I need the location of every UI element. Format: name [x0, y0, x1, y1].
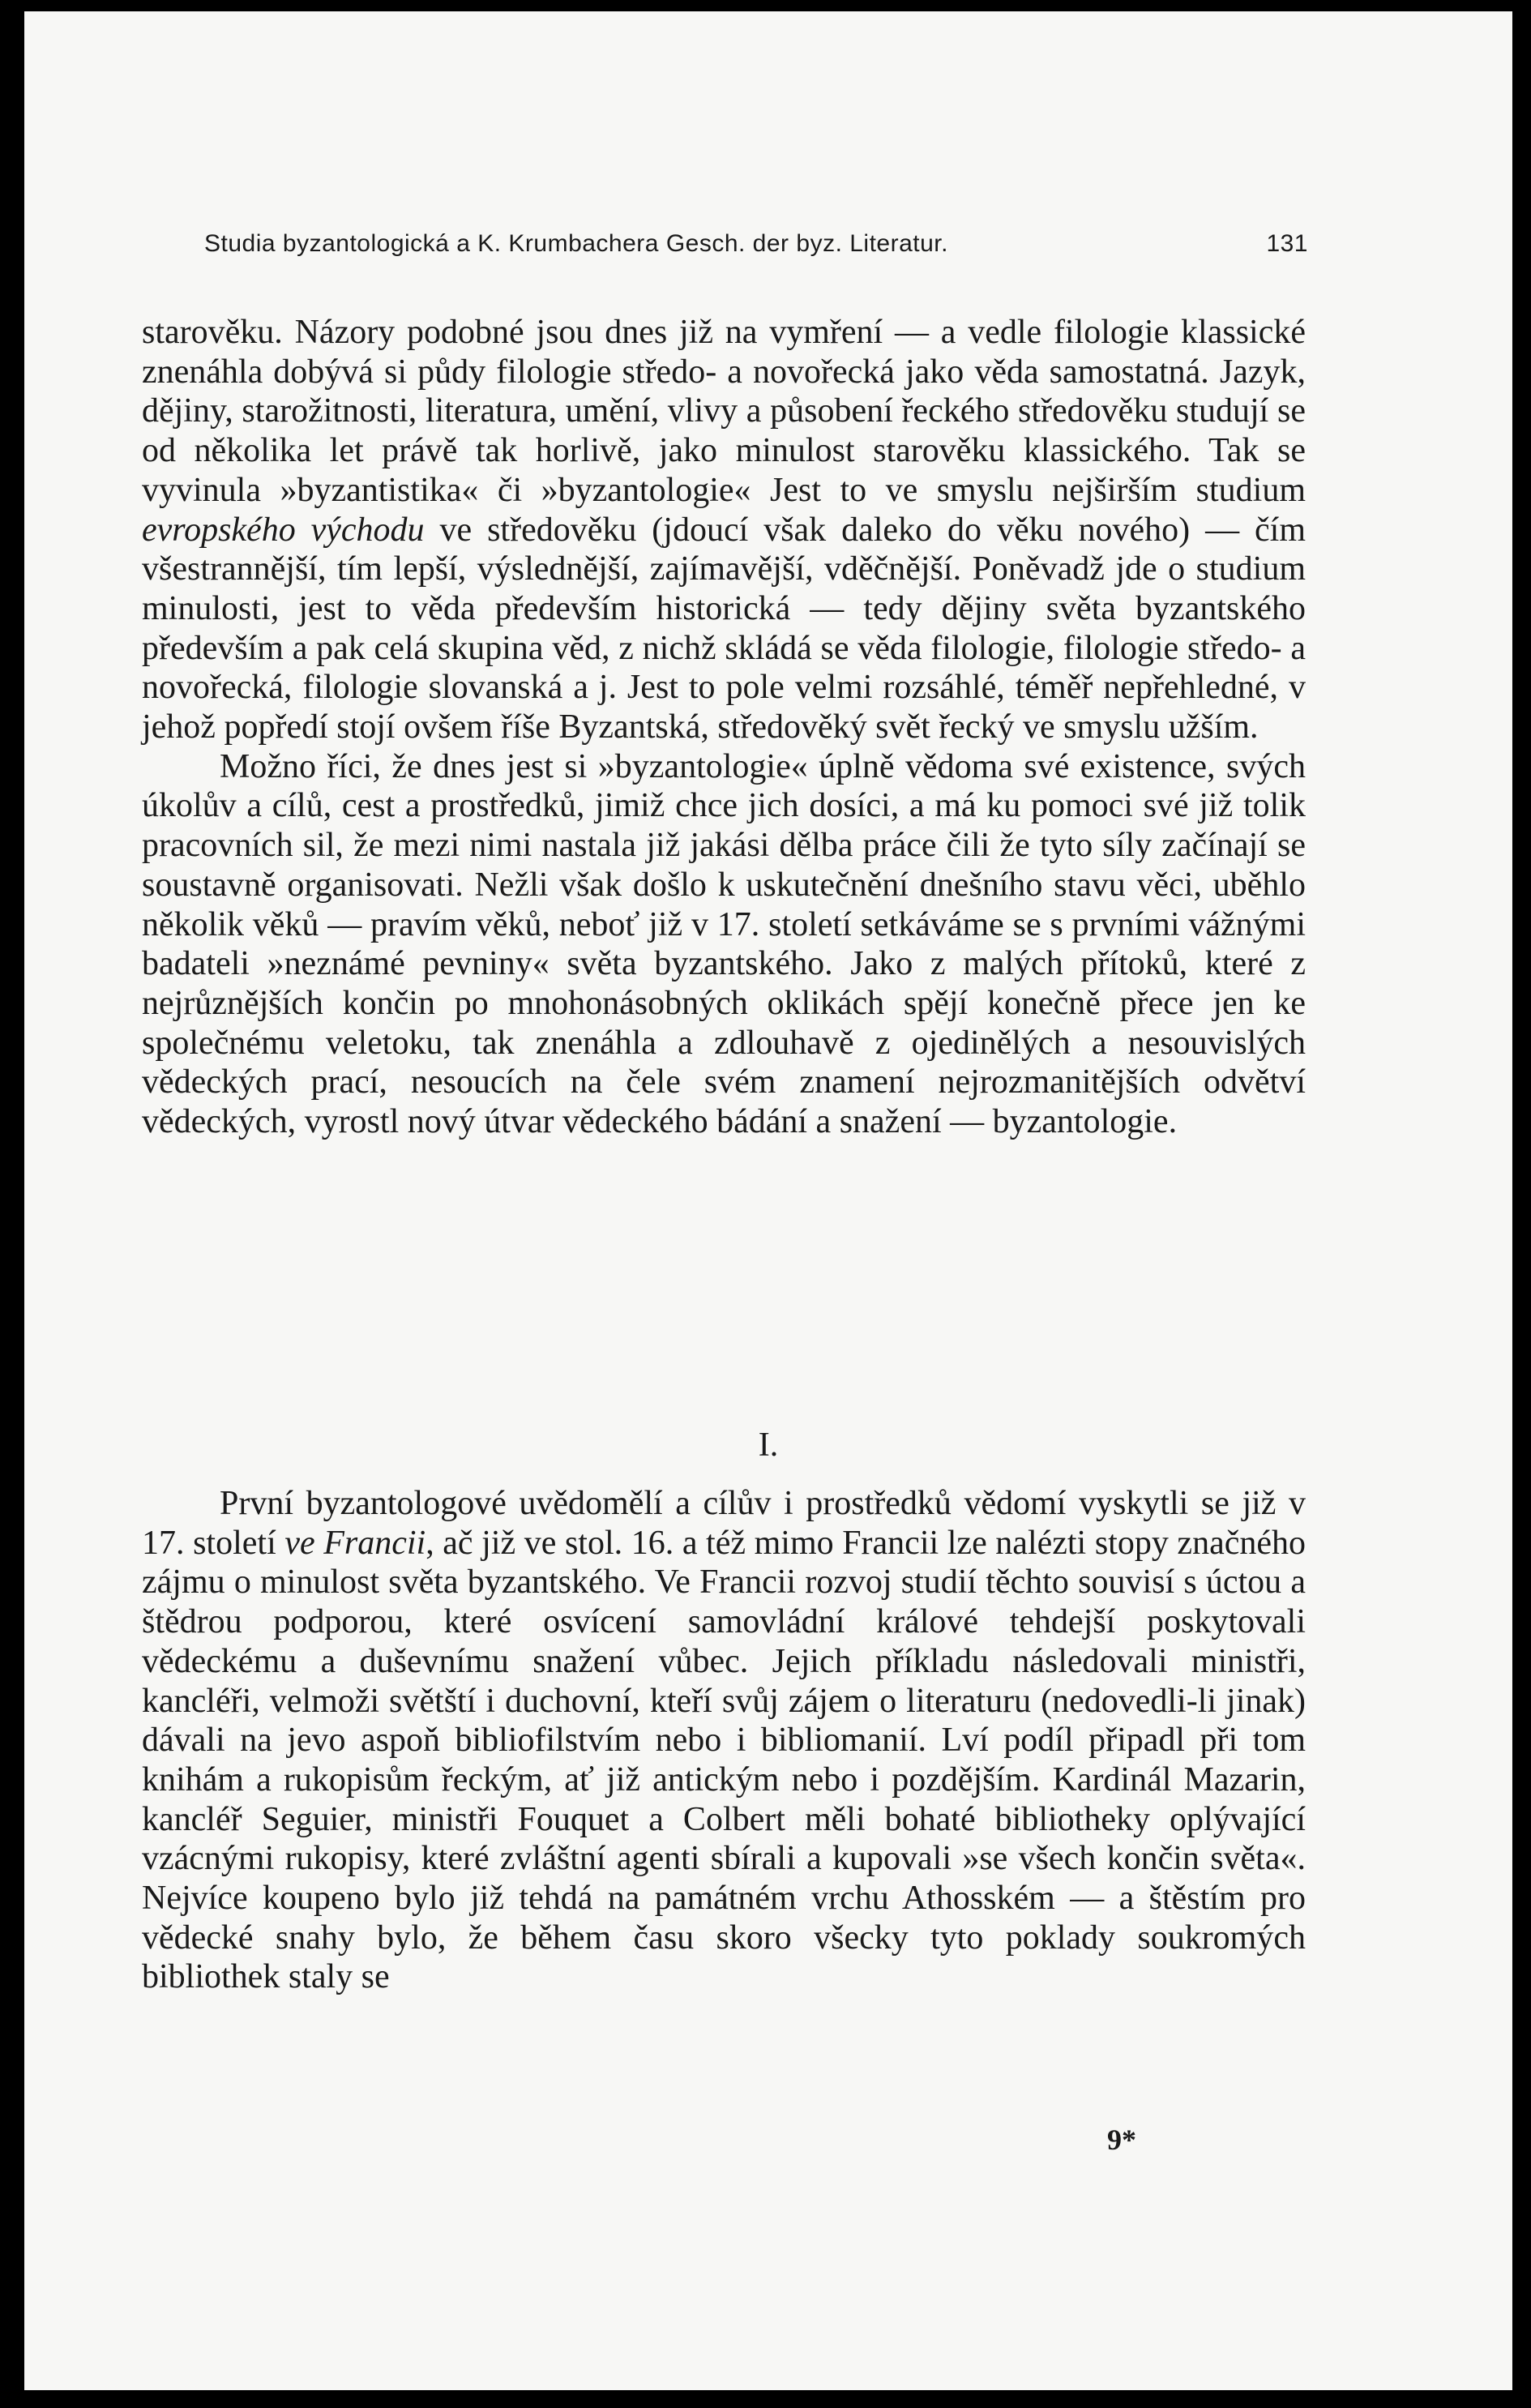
section-number: I.	[758, 1426, 779, 1464]
running-head	[204, 230, 1308, 258]
paragraph-1	[142, 313, 1306, 747]
paragraph-3-part-2: , ač již ve stol. 16. a též mimo Francii lze nalézti stopy značného zájmu o minulost světa byzantského. Ve Francii rozvoj studií těchto souvisí s úctou a štědrou podporou, které osvícení samovládní králové tehdejší poskytovali vědeckému a duševnímu snažení vůbec. Jejich příkladu následovali ministři, kancléři, velmoži světští i duchovní, kteří svůj zájem o literaturu (nedovedli-li jinak) dávali na jevo aspoň bibliofilstvím nebo i bibliomanií. Lví podíl připadl při tom knihám a rukopisům řeckým, ať již antickým nebo i pozdějším. Kardinál Mazarin, kancléř Seguier, ministři Fouquet a Colbert měli bohaté bibliotheky oplývající vzácnými rukopisy, které zvláštní agenti sbírali a kupovali »se všech končin světa«. Nejvíce koupeno bylo již tehdá na památném vrchu Athosském — a štěstím pro vědecké snahy bylo, že během času skoro všecky tyto poklady soukromých bibliothek staly se	[142, 1524, 1306, 1996]
page-number: 131	[1266, 230, 1308, 257]
running-head-title: Studia byzantologická a K. Krumbachera Gesch. der byz. Literatur.	[204, 230, 948, 257]
paragraph-3-part-1: První byzantologové uvědomělí a cílův i prostředků vědomí vyskytli se již v 17. století	[142, 1485, 1306, 1562]
paragraph-3	[142, 1484, 1306, 1997]
paragraph-1-part-1: starověku. Názory podobné jsou dnes již na vymření — a vedle filologie klassické znenáhla dobývá si půdy filologie středo- a novořecká jako věda samostatná. Jazyk, dějiny, starožitnosti, literatura, umění, vlivy a působení řeckého středověku studují se od několika let právě tak horlivě, jako minulost starověku klassického. Tak se vyvinula »byzantistika« či »byzantologie« Jest to ve smyslu nejširším studium	[142, 314, 1306, 509]
paragraph-3-emphasis: ve Francii	[284, 1524, 426, 1562]
paragraph-1-emphasis: evropského východu	[142, 511, 425, 549]
body-text-section-1	[142, 1484, 1306, 1997]
body-text	[142, 313, 1306, 1142]
paragraph-1-part-2: ve středověku (jdoucí však daleko do věku nového) — čím všestrannější, tím lepší, výslednější, zajímavější, vděčnější. Poněvadž jde o studium minulosti, jest to věda především historická — tedy dějiny světa byzantského především a pak celá skupina věd, z nichž skládá se věda filologie, filologie středo- a novořecká, filologie slovanská a j. Jest to pole velmi rozsáhlé, téměř nepřehledné, v jehož popředí stojí ovšem říše Byzantská, středověký svět řecký ve smyslu užším.	[142, 511, 1306, 746]
page	[24, 11, 1512, 2390]
signature-mark: 9*	[1107, 2124, 1136, 2156]
paragraph-2: Možno říci, že dnes jest si »byzantologie« úplně vědoma své existence, svých úkolův a cílů, cest a prostředků, jimiž chce jich dosíci, a má ku pomoci své již tolik pracovních sil, že mezi nimi nastala již jakási dělba práce čili že tyto síly začínají se soustavně organisovati. Nežli však došlo k uskutečnění dnešního stavu věci, uběhlo několik věků — pravím věků, neboť již v 17. století setkáváme se s prvními vážnými badateli »neznámé pevniny« světa byzantského. Jako z malých přítoků, které z nejrůznějších končin po mnohonásobných oklikách spějí konečně přece jen ke společnému veletoku, tak znenáhla a zdlouhavě z ojedinělých a nesouvislých vědeckých prací, nesoucích na čele svém znamení nejrozmanitějších odvětví vědeckých, vyrostl nový útvar vědeckého bádání a snažení — byzantologie.	[142, 747, 1306, 1141]
